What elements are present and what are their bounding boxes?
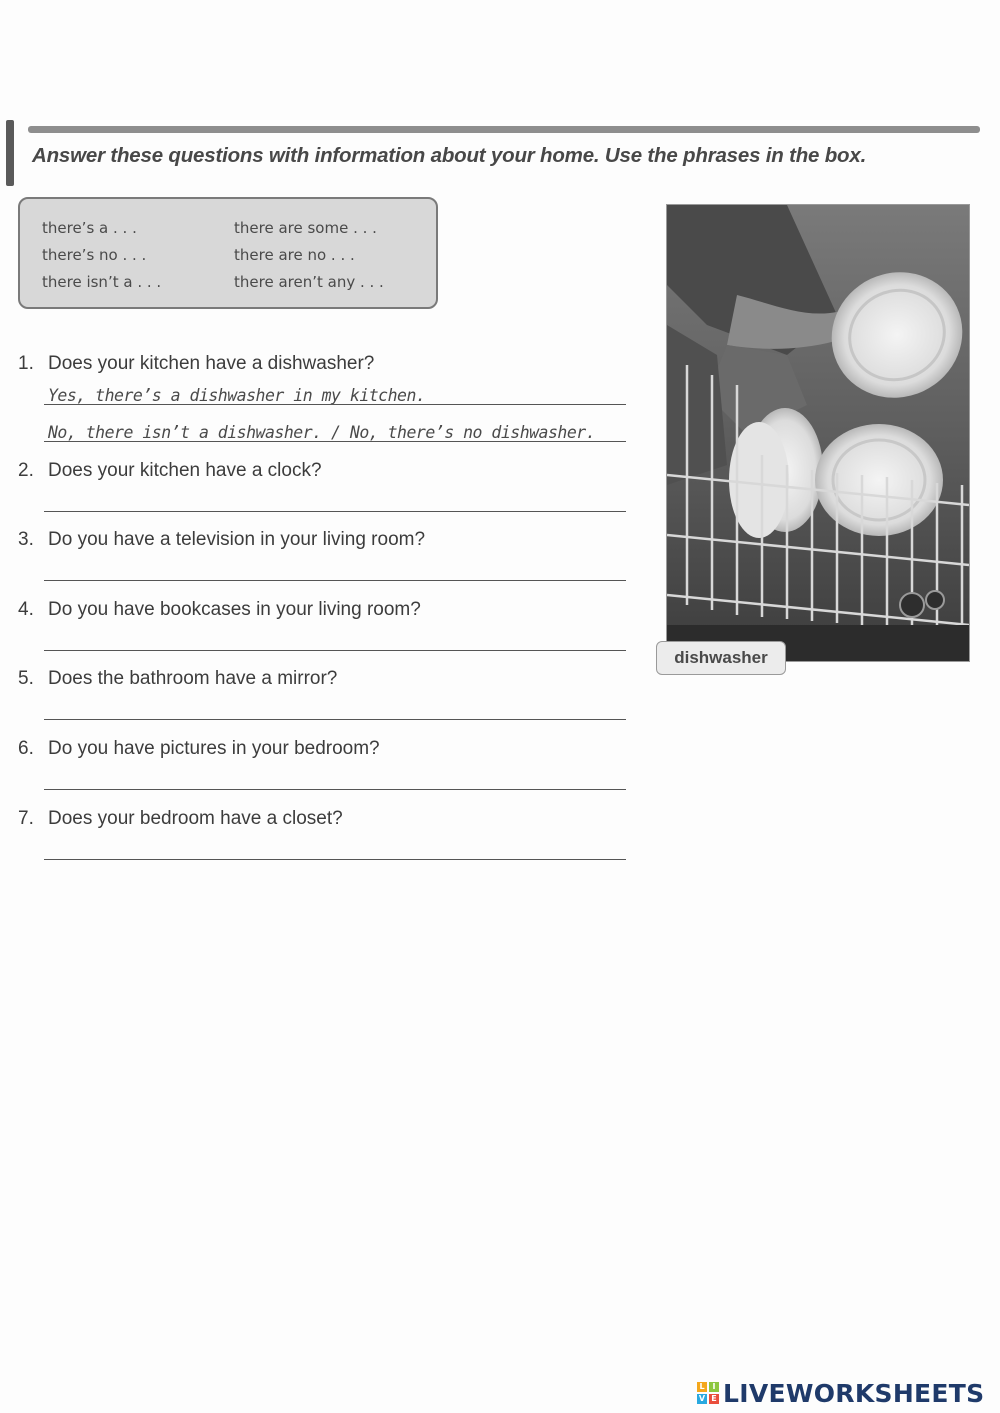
question-text: Does the bathroom have a mirror?	[48, 668, 338, 689]
dishwasher-photo	[666, 204, 970, 662]
question-number: 6.	[18, 738, 34, 759]
photo-caption-label: dishwasher	[656, 641, 786, 675]
example-answer-yes: Yes, there’s a dishwasher in my kitchen.	[48, 386, 426, 405]
phrase-item: there’s a . . .	[42, 219, 137, 237]
answer-field-5[interactable]	[44, 690, 626, 720]
question-number: 7.	[18, 808, 34, 829]
answer-line	[44, 789, 626, 790]
phrase-item: there isn’t a . . .	[42, 273, 162, 291]
answer-line	[44, 650, 626, 651]
question-text: Does your kitchen have a dishwasher?	[48, 353, 375, 374]
phrase-item: there’s no . . .	[42, 246, 147, 264]
example-answer-line	[44, 404, 626, 405]
logo-tile: E	[709, 1394, 719, 1404]
logo-wordmark: LIVEWORKSHEETS	[723, 1378, 985, 1408]
question-number: 5.	[18, 668, 34, 689]
phrase-item: there are some . . .	[234, 219, 377, 237]
answer-field-7[interactable]	[44, 830, 626, 860]
dishwasher-illustration	[667, 205, 969, 661]
phrase-item: there are no . . .	[234, 246, 355, 264]
question-text: Does your bedroom have a closet?	[48, 808, 343, 829]
instruction-text: Answer these questions with information about your home. Use the phrases in the box.	[32, 144, 867, 167]
answer-line	[44, 580, 626, 581]
question-number: 2.	[18, 460, 34, 481]
question-text: Do you have pictures in your bedroom?	[48, 738, 380, 759]
answer-field-6[interactable]	[44, 760, 626, 790]
phrase-item: there aren’t any . . .	[234, 273, 384, 291]
section-top-rule	[28, 126, 980, 133]
logo-tile: V	[698, 1394, 706, 1403]
logo-tile: L	[697, 1382, 707, 1392]
answer-field-2[interactable]	[44, 482, 626, 512]
answer-line	[44, 859, 626, 860]
answer-field-4[interactable]	[44, 621, 626, 651]
answer-field-3[interactable]	[44, 551, 626, 581]
example-answer-no: No, there isn’t a dishwasher. / No, there’s no dishwasher.	[48, 423, 596, 442]
question-number: 4.	[18, 599, 34, 620]
answer-line	[44, 511, 626, 512]
question-number: 1.	[18, 353, 34, 374]
logo-tile: I	[709, 1382, 719, 1392]
question-text: Do you have bookcases in your living room?	[48, 599, 421, 620]
liveworksheets-logo[interactable]	[697, 1378, 984, 1408]
question-number: 3.	[18, 529, 34, 550]
example-answer-line	[44, 441, 626, 442]
question-text: Does your kitchen have a clock?	[48, 460, 322, 481]
logo-icon	[697, 1382, 719, 1404]
answer-line	[44, 719, 626, 720]
section-marker-bar	[6, 120, 14, 186]
question-text: Do you have a television in your living room?	[48, 529, 426, 550]
phrase-box	[18, 197, 438, 309]
